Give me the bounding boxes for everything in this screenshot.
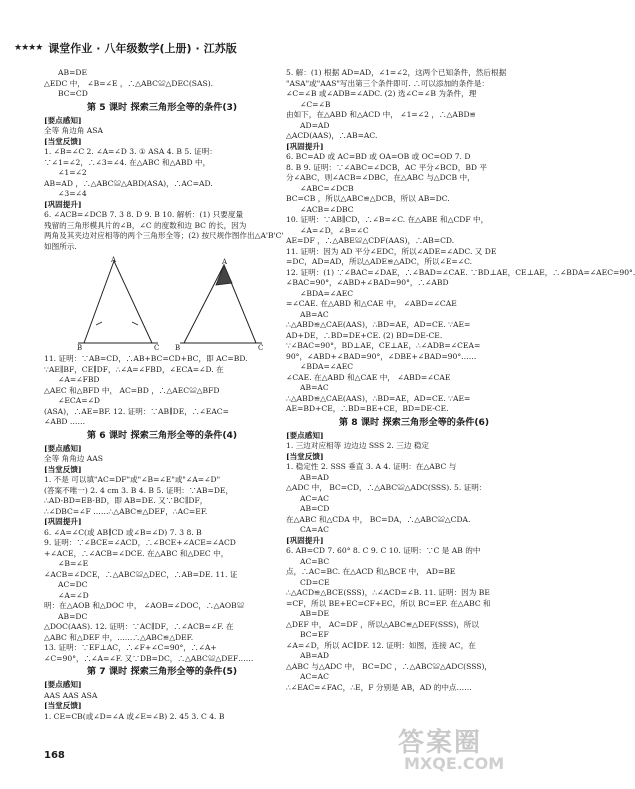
answer-line: =DC，AD=AD，所以△ADE≌△ADC，所以∠E=∠C. xyxy=(286,257,473,266)
vertex-label: B xyxy=(175,344,181,352)
answer-line: +∠ACE，∴∠ACB=∠DCE. 在△ABC 和△DEC 中， xyxy=(44,548,229,558)
answer-line: 6. ∠A=∠C(或 AB∥CD 或∠B=∠D) 7. 3 8. B xyxy=(44,527,202,537)
section-tag: [巩固提升] xyxy=(286,535,324,545)
brace-condition: AC=BC xyxy=(300,556,330,566)
answer-line: AD+DE，∴BD=DE+CE. (2) BD=DE-CE. xyxy=(286,330,443,340)
answer-line: 点，∴AC=BC. 在△ACD 和△BCE 中， AD=BE xyxy=(286,567,456,576)
answer-line: 如图所示. xyxy=(44,241,77,251)
answer-line: △ABC 和△DEF 中，……∴△ABC≌△DEF. xyxy=(44,632,194,642)
answer-line: ∴△ABD≌△CAE(AAS)，∴BD=AE，AD=CE. ∵AE= xyxy=(286,320,471,329)
answer-line: △DEF 中， AC=DF ，所以△ABC≌△DEF(SSS)，所以 xyxy=(286,619,479,629)
answer-line: ∠CAE. 在△ABD 和△CAE 中， ∠ABD=∠CAE xyxy=(286,372,451,382)
answer-line: ∴∠EAC=∠FAC，∴E，F 分别是 AB，AD 的中点…… xyxy=(286,682,472,692)
answer-line: 明：在△AOB 和△DOC 中， ∠AOB=∠DOC，∴△AOB≌ xyxy=(44,601,245,610)
right-column xyxy=(286,68,635,768)
brace-condition: ∠ACB=∠DBC xyxy=(300,204,354,214)
watermark-url: MXQE.COM xyxy=(404,754,505,773)
brace-condition: BC=CD xyxy=(58,89,88,98)
answer-line: =CF，所以 BE+EC=CF+EC，所以 BC=EF. 在△ABC 和 xyxy=(286,598,491,608)
brace-condition: ∠A=∠D，∠B=∠C xyxy=(300,225,369,235)
brace-condition: ∠ECA=∠D xyxy=(58,396,101,405)
answer-line: ∵∠1=∠2，∴∠3=∠4. 在△ABC 和△ABD 中， xyxy=(44,157,211,167)
star-decoration-icon: ★★★★ xyxy=(14,43,43,53)
answer-line: 9. 证明：∵∠BCE=∠ACD，∴∠BCE+∠ACE=∠ACD xyxy=(44,538,236,547)
answer-line: =∠CAE. 在△ABD 和△CAE 中， ∠ABD=∠CAE xyxy=(286,299,457,308)
brace-condition: ∠A=∠FBD xyxy=(58,375,100,384)
section-tag: [当堂反馈] xyxy=(44,701,82,710)
answer-line: ∠ACB=∠DCE，∴△ABC≌△DEC，∴AB=DE. 11. 证 xyxy=(44,569,238,579)
section-tag: [要点感知] xyxy=(286,430,324,440)
answer-line: 12. 证明：(1) ∵∠BAC=∠DAE，∴∠BAD=∠CAE. ∵BD⊥AE，CE⊥AE，∴∠BDA=∠AEC=90°. xyxy=(286,267,635,277)
lesson-heading: 第 8 课时 探索三角形全等的条件(6) xyxy=(338,416,490,428)
brace-condition: AC=AC xyxy=(300,493,329,503)
watermark-logo: 答案圈 xyxy=(398,728,483,758)
answer-line: ∴∠DBC=∠F ……∴△ABC≌△DEF，∴AC=EF. xyxy=(44,506,208,516)
brace-condition: AC=DC xyxy=(58,580,88,589)
answer-line: 全等 角边角 ASA xyxy=(44,126,103,135)
answer-line: 1. CE=CB(或∠D=∠A 或∠E=∠B) 2. 45 3. C 4. B xyxy=(44,711,225,721)
section-tag: [要点感知] xyxy=(44,680,82,689)
brace-condition: AD=AD xyxy=(300,120,330,130)
arc-marks xyxy=(96,322,138,325)
vertex-label: A xyxy=(111,256,117,264)
answer-line: (答案不唯一) 2. 4 cm 3. B 4. B 5. 证明：∵AB=DE， xyxy=(44,485,234,495)
construction-diagram xyxy=(44,255,280,351)
answer-line: ∠ABD …… xyxy=(44,417,86,426)
answer-line: ∴AD-BD=EB-BD，即 AB=DE. 又∵BC∥DF， xyxy=(44,496,208,505)
answer-line: ∠BAC=90°，∠ABD+∠BAD=90°，∴∠ABD xyxy=(286,278,449,287)
answer-line: 1. 稳定性 2. SSS 垂直 3. A 4. 证明：在△ABC 与 xyxy=(286,462,457,471)
brace-condition: ∠1=∠2 xyxy=(58,168,87,177)
answer-line: 6. AB=CD 7. 60° 8. C 9. C 10. 证明：∵C 是 AB 的中 xyxy=(286,546,481,555)
triangle-figures xyxy=(44,255,280,351)
section-tag: [当堂反馈] xyxy=(286,451,324,461)
answer-line: BC=CB ，所以△ABC≌△DCB，所以 AB=DC. xyxy=(286,194,450,203)
answer-line: AE=DF ，∴△ABE≌△CDF(AAS)，∴AB=CD. xyxy=(286,236,455,245)
answer-line: 1. 不是 可以填"AC=DF"或"∠B=∠E"或"∠A=∠D" xyxy=(44,475,221,484)
lesson-heading: 第 5 课时 探索三角形全等的条件(3) xyxy=(86,101,238,113)
brace-condition: ∠3=∠4 xyxy=(58,189,87,198)
section-tag: [巩固提升] xyxy=(286,141,324,151)
brace-condition: ∠ABC=∠DCB xyxy=(300,183,354,193)
vertex-label: C xyxy=(258,344,264,352)
section-tag: [巩固提升] xyxy=(44,517,82,526)
vertex-label: C xyxy=(154,344,160,352)
brace-condition: AB=DE xyxy=(300,609,330,618)
answer-line: ∵∠BAC=90°，BD⊥AE，CE⊥AE，∴∠ADB=∠CEA= xyxy=(286,341,481,350)
answer-line: 分∠ABC，则∠ACB=∠DBC，在△ABC 与△DCB 中， xyxy=(286,173,475,182)
brace-condition: AB=AD xyxy=(300,472,329,482)
page-header xyxy=(14,38,554,58)
lesson-heading: 第 6 课时 探索三角形全等的条件(4) xyxy=(86,429,238,441)
section-tag: [当堂反馈] xyxy=(44,136,82,146)
left-column xyxy=(44,68,284,768)
vertex-label: B xyxy=(77,344,83,352)
brace-condition: AB=AC xyxy=(300,383,329,392)
brace-condition: BC=EF xyxy=(300,630,329,639)
separator: · xyxy=(195,41,200,55)
brace-condition: CA=AC xyxy=(300,525,329,534)
answer-line: AE=BD+CE，∴BD=BE+CE，BD=DE-CE. xyxy=(286,404,449,413)
brace-condition: ∠B=∠E xyxy=(58,559,89,568)
brace-condition: ∠A=∠D xyxy=(58,590,89,600)
answer-line: 两角及其夹边对应相等的两个三角形全等；(2) 按尺规作图作出△A'B'C' xyxy=(44,231,284,240)
answer-line: △ACD(AAS)，∴AB=AC. xyxy=(286,131,378,140)
answer-line: 全等 角角边 AAS xyxy=(44,454,103,463)
brace-condition: ∠BDA=∠AEC xyxy=(300,362,354,371)
brace-condition: AC=AC xyxy=(300,672,329,681)
answer-line: AAS AAS ASA xyxy=(44,690,98,700)
edition-label: 江苏版 xyxy=(203,42,237,55)
triangle-left-sides xyxy=(84,261,152,343)
answer-line: (ASA)，∴AE=BF. 12. 证明：∵AB∥DE，∴∠EAC= xyxy=(44,406,229,416)
section-tag: [当堂反馈] xyxy=(44,464,82,474)
answer-line: 8. B 9. 证明：∵∠ABC=∠DCB，AC 平分∠BCD，BD 平 xyxy=(286,162,488,172)
answer-line: "ASA"或"AAS"写出第三个条件即可. ∴可以添加的条件是： xyxy=(286,78,490,88)
vertex-label: A xyxy=(222,258,228,266)
answer-line: 10. 证明：∵AB∥CD，∴∠B=∠C. 在△ABE 和△CDF 中， xyxy=(286,215,489,224)
answer-line: △ABC 与△ADC 中， BC=DC ，∴△ABC≌△ADC(SSS)， xyxy=(286,661,493,671)
answer-line: 残留的三角形模具片的∠B，∠C 的度数和边 BC 的长，因为 xyxy=(44,220,247,230)
answer-line: 1. ∠B=∠C 2. ∠A=∠D 3. ① ASA 4. B 5. 证明： xyxy=(44,147,217,156)
answer-line: 90°，∠ABD+∠BAD=90°，∠DBE+∠BAD=90°…… xyxy=(286,351,477,361)
answer-line: ∴△ABD≌△CAE(AAS)，∴BD=AE，AD=CE. ∵AE= xyxy=(286,393,471,403)
answer-line: △DOC(AAS). 12. 证明：∵AC∥DF，∴∠ACB=∠F. 在 xyxy=(44,622,234,631)
answer-line: ∴△ACD≌△BCE(SSS)，∴∠ACD=∠B. 11. 证明：因为 BE xyxy=(286,588,490,597)
lesson-heading: 第 7 课时 探索三角形全等的条件(5) xyxy=(86,666,238,677)
answer-line: 11. 证明：∵AB=CD，∴AB+BC=CD+BC，即 AC=BD. xyxy=(44,354,248,363)
brace-condition: AB=AC xyxy=(300,309,329,319)
page-number: 168 xyxy=(44,750,65,761)
answer-line: △ADC 中， BC=CD，∴△ABC≌△ADC(SSS). 5. 证明： xyxy=(286,483,487,492)
brace-condition: ∠BDA=∠AEC xyxy=(300,288,354,298)
answer-line: 6. BC=AD 或 AC=BD 或 OA=OB 或 OC=OD 7. D xyxy=(286,152,471,161)
brace-condition: AB=AD xyxy=(300,651,329,660)
brace-condition: AB=DE xyxy=(58,68,88,77)
answer-line: 11. 证明：因为 AD 平分∠EDC，所以∠ADE=∠ADC. 又 DE xyxy=(286,246,497,256)
section-tag: [要点感知] xyxy=(44,115,82,125)
section-tag: [巩固提升] xyxy=(44,199,82,209)
separator: · xyxy=(96,41,101,55)
brace-condition: AB=DC xyxy=(58,611,88,621)
answer-line: 5. 解：(1) 根据 AD=AD，∠1=∠2，这两个已知条件，然后根据 xyxy=(286,68,507,77)
answer-line: 在△ABC 和△CDA 中， BC=DA，∴△ABC≌△CDA. xyxy=(286,514,471,524)
answer-line: ∵AE∥BF，CE∥DF，∴∠A=∠FBD，∠ECA=∠D. 在 xyxy=(44,364,224,374)
answer-line: △AEC 和△BFD 中， AC=BD ，∴△AEC≌△BFD xyxy=(44,385,220,395)
section-tag: [要点感知] xyxy=(44,443,82,453)
brace-condition: ∠C=∠B xyxy=(300,99,331,109)
brace-condition: AB=CD xyxy=(300,504,330,513)
answer-line: AB=AD ，∴△ABC≌△ABD(ASA)，∴AC=AD. xyxy=(44,178,213,188)
answer-line: 由如下，在△ABD 和△ACD 中， ∠1=∠2 ，∴△ABD≌ xyxy=(286,110,476,119)
answer-line: ∠A=∠D，所以 AC∥DF. 12. 证明：如图，连接 AC，在 xyxy=(286,640,476,650)
answer-line: 6. ∠ACB=∠DCB 7. 3 8. D 9. B 10. 解析：(1) 只要度量 xyxy=(44,210,244,219)
book-title: 课堂作业 xyxy=(48,42,93,55)
answer-line: ∠C=∠B 或∠ADB=∠ADC. (2) 选∠C=∠B 为条件，理 xyxy=(286,89,477,98)
answer-line: △EDC 中， ∠B=∠E ，∴△ABC≌△DEC(SAS). xyxy=(44,78,214,88)
answer-line: 13. 证明：∵EF⊥AC，∴∠F+∠C=90°，∴∠A+ xyxy=(44,643,217,652)
answer-line: ∠C=90°，∴∠A=∠F. 又∵DB=DC，∴△ABC≌△DEF…… xyxy=(44,653,254,663)
grade-label: 八年级数学(上册) xyxy=(104,42,192,55)
answer-line: 1. 三边对应相等 边边边 SSS 2. 三边 稳定 xyxy=(286,441,430,450)
brace-condition: CD=CE xyxy=(300,577,330,587)
